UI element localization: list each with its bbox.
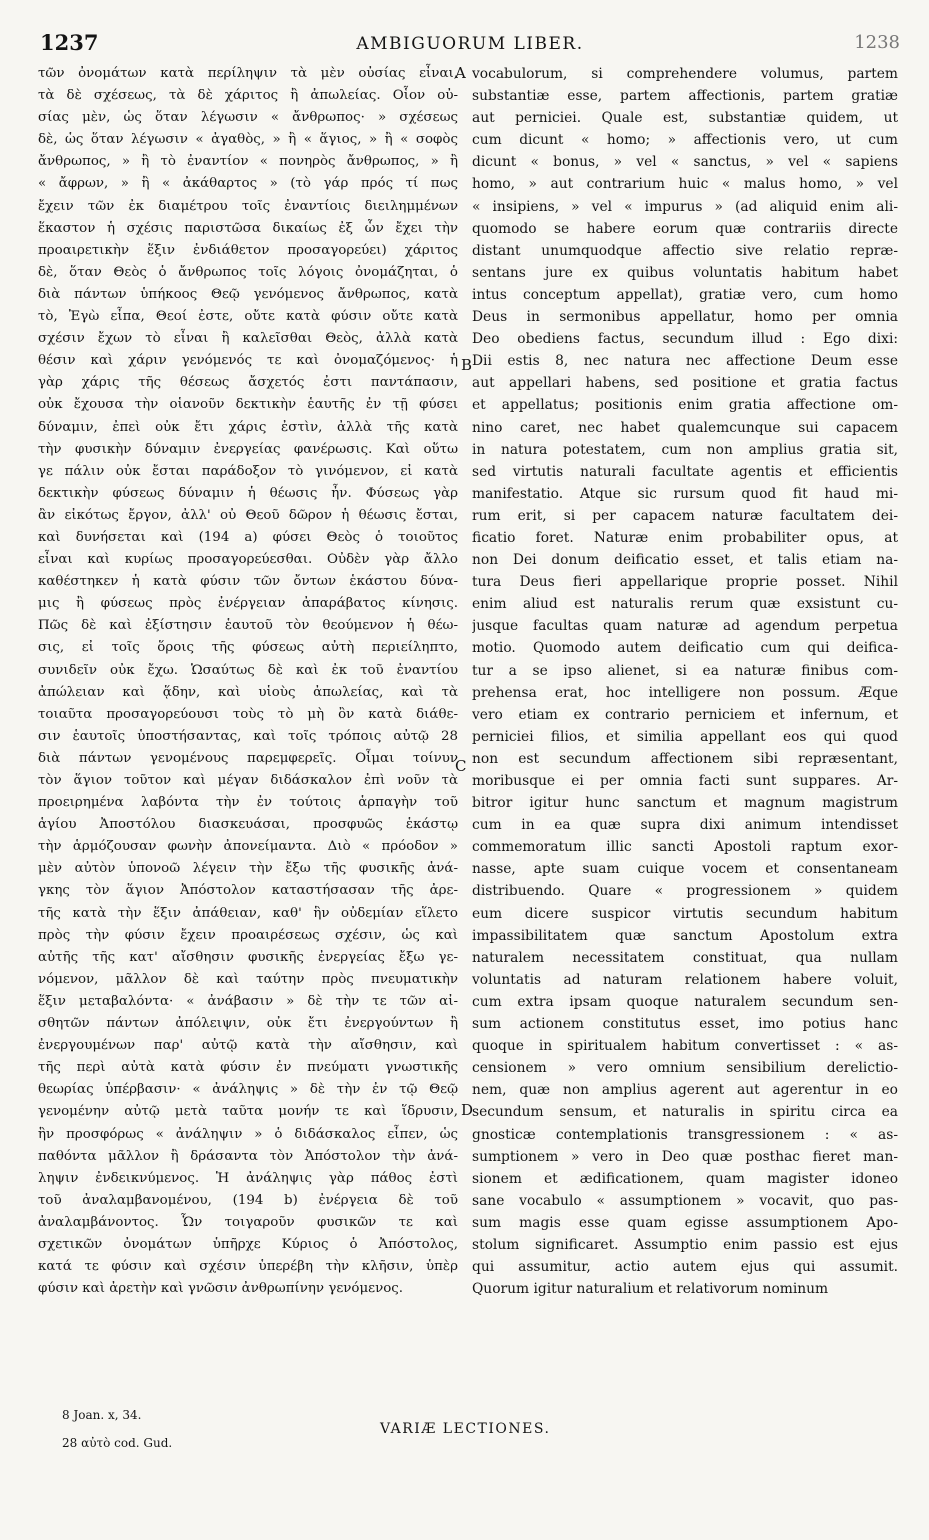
text-line: ληψιν ἐνδεικνύμενος. Ἡ ἀνάληψις γὰρ πάθος ἐστὶ [38, 1170, 458, 1186]
text-line: ἕκαστον ἡ σχέσις παριστῶσα δικαίως ἐξ ὧν ἔχει τὴν [38, 220, 458, 236]
text-line: γε πάλιν οὐκ ἔσται παράδοξον τὸ γινόμενον, εἰ κατὰ [38, 463, 458, 479]
text-line: sane vocabulo « assumptionem » vocavit, quo pas- [472, 1192, 898, 1209]
text-line: αὐτῆς τῆς κατ' αἴσθησιν φυσικῆς ἐνεργείας ἔξω γε- [38, 949, 458, 965]
text-line: τῆς περὶ αὐτὰ κατὰ φύσιν ἐν πνεύματι γνωστικῆς [38, 1060, 458, 1076]
running-title: AMBIGUORUM LIBER. [356, 34, 584, 54]
text-line: Deo obediens factus, secundum illud : Ego dixi: [472, 331, 898, 348]
text-line: ficatio foret. Naturæ enim probabiliter opus, at [472, 529, 898, 546]
text-line: σιν ἑαυτοῖς ὑποστήσαντας, καὶ τοῖς τρόποις αὐτῷ 28 [38, 728, 458, 744]
text-line: impassibilitatem quæ sanctum Apostolum extra [472, 927, 898, 944]
text-line: θέσιν καὶ χάριν γενόμενός τε καὶ ὀνομαζόμενος· ἡ [38, 353, 458, 369]
text-line: φύσιν καὶ ἀρετὴν καὶ γνῶσιν ἀνθρωπίνην γενόμενος. [38, 1281, 404, 1297]
text-line: διὰ πάντων ὑπήκοος Θεῷ γενόμενος ἄνθρωπος, κατὰ [38, 286, 458, 302]
text-line: gnosticæ contemplationis transgressionem : « as- [472, 1126, 898, 1143]
text-line: προαιρετικὴν ἕξιν ἐνδιάθετον προσαγορεύει) χάριτος [38, 242, 458, 258]
text-line: sum magis esse quam egisse assumptionem Apo- [472, 1214, 898, 1231]
text-line: cum extra ipsam quoque naturalem secundum sen- [472, 993, 898, 1010]
text-line: θεωρίας ὑπέρβασιν· « ἀνάληψις » δὲ τὴν ἐν τῷ Θεῷ [38, 1082, 458, 1098]
text-line: ἂν εἰκότως ἔργον, ἀλλ' οὐ Θεοῦ δῶρον ἡ θέωσις ἔσται, [38, 507, 458, 523]
text-line: δὲ, ὅταν Θεὸς ὁ ἄνθρωπος τοῖς λόγοις ὀνομάζηται, ὁ [38, 264, 458, 280]
text-line: Πῶς δὲ καὶ ἐξίστησιν ἑαυτοῦ τὸν θεούμενον ἡ θέω- [38, 618, 458, 634]
text-line: in natura potestatem, cum non amplius gratia sit, [472, 441, 898, 458]
text-line: dicunt « bonus, » vel « sanctus, » vel « sapiens [472, 154, 898, 171]
variae-lectiones-heading: VARIÆ LECTIONES. [380, 1421, 551, 1437]
text-line: non est secundum affectionem sibi repræsentant, [472, 750, 898, 767]
text-line: sed virtutis naturali facultate agentis et efficientis [472, 463, 898, 480]
text-line: τὸν ἅγιον τοῦτον καὶ μέγαν διδάσκαλον ἐπὶ νοῦν τὰ [38, 773, 458, 788]
text-line: σχέσιν ἔχων τὸ εἶναι ἢ καλεῖσθαι Θεὸς, ἀλλὰ κατὰ [38, 331, 458, 347]
text-line: δύναμιν, ἐπεὶ οὐκ ἔτι χάρις ἐστὶν, ἀλλὰ τῆς κατὰ [38, 419, 458, 435]
text-line: cum in ea quæ supra dixi animum intendisset [472, 817, 898, 834]
text-line: jusque facultas quam naturæ ad agendum perpetua [472, 618, 898, 635]
text-line: aut perniciei. Quale est, substantiæ quidem, ut [472, 110, 898, 127]
page-number-right: 1238 [854, 32, 900, 53]
text-line: συνιδεῖν οὐκ ἔχω. Ὡσαύτως δὲ καὶ ἐκ τοῦ ἐναντίου [38, 662, 458, 678]
text-line: perniciei filios, et similia appellant eos qui quod [472, 728, 898, 745]
text-line: sionem et ædificationem, quam magister idoneo [472, 1170, 898, 1187]
text-line: non Dei donum deificatio esset, et talis etiam na- [472, 552, 898, 569]
text-line: σχετικῶν ὀνομάτων ὑπῆρχε Κύριος ὁ Ἀπόστολος, [38, 1236, 458, 1252]
text-line: μις ἢ φύσεως πρὸς ἐνέργειαν ἀπαράβατος κίνησις. [38, 596, 458, 612]
text-line: τὴν φυσικὴν δύναμιν ἐνεργείας φανέρωσις. Καὶ οὕτω [38, 441, 458, 457]
text-line: « ἄφρων, » ἢ « ἀκάθαρτος » (τὸ γάρ πρός τί πως [38, 176, 458, 192]
text-line: οὐκ ἔχουσα τὴν οἱανοῦν δεκτικὴν ἑαυτῆς ἐν τῇ φύσει [38, 397, 458, 413]
text-line: τοιαῦτα προσαγορεύουσι τοὺς τὸ μὴ ὂν κατὰ διάθε- [38, 706, 458, 722]
text-line: voluntatis ad naturam relationem habere voluit, [472, 971, 898, 988]
margin-letter-b: B [461, 356, 473, 374]
text-line: prehensa erat, hoc intelligere non possum. Æque [472, 684, 898, 701]
text-line: τὴν ἁρμόζουσαν φωνὴν ἀπονείμαντα. Διὸ « πρόοδον » [38, 839, 458, 855]
text-line: τὸ, Ἐγὼ εἶπα, Θεοί ἐστε, οὔτε κατὰ φύσιν οὔτε κατὰ [38, 309, 458, 325]
margin-letter-c: C [455, 757, 467, 775]
text-line: rum erit, si per capacem naturæ facultatem dei- [472, 507, 898, 524]
text-line: homo, » aut contrarium huic « malus homo, » vel [472, 176, 898, 193]
text-line: Quorum igitur naturalium et relativorum nominum [472, 1281, 829, 1298]
text-line: ἀναλαμβάνοντος. Ὧν τοιγαροῦν φυσικῶν τε καὶ [38, 1214, 458, 1230]
text-line: παθόντα μᾶλλον ἢ δράσαντα τὸν Ἀπόστολον τὴν ἀνά- [38, 1148, 458, 1164]
text-line: καθέστηκεν ἡ κατὰ φύσιν τῶν ὄντων ἑκάστου δύνα- [38, 574, 458, 590]
text-line: πρὸς τὴν φύσιν ἔχειν προαιρέσεως σχέσιν, ὡς καὶ [38, 927, 458, 943]
text-line: σθητῶν πάντων ἀπόλειψιν, οὐκ ἔτι ἐνεργούντων ἢ [38, 1016, 458, 1032]
text-line: κατά τε φύσιν καὶ σχέσιν ὑπερέβη τὴν κλῆσιν, ὑπὲρ [38, 1259, 458, 1275]
text-line: ἐνεργουμένων παρ' αὐτῷ κατὰ τὴν αἴσθησιν, καὶ [38, 1038, 458, 1054]
text-line: sumptionem » vero in Deo quæ posthac fieret man- [472, 1148, 898, 1165]
text-line: τῶν ὀνομάτων κατὰ περίληψιν τὰ μὲν οὐσίας εἶναι, [38, 66, 458, 81]
text-line: quoque in spiritualem habitum convertisset : « as- [472, 1038, 898, 1055]
text-line: tur a se ipso alienet, si ea naturæ finibus com- [472, 662, 898, 679]
text-line: προειρημένα λαβόντα τὴν ἐν τούτοις ἁρπαγὴν τοῦ [38, 795, 458, 811]
text-line: commemoratum illic sancti Apostoli raptum exor- [472, 839, 898, 856]
text-line: vocabulorum, si comprehendere volumus, partem [472, 66, 898, 82]
text-line: ἀπώλειαν καὶ ᾅδην, καὶ υἱοὺς ἀπωλείας, καὶ τὰ [38, 684, 458, 700]
text-line: τὰ δὲ σχέσεως, τὰ δὲ χάριτος ἢ ἀπωλείας. Οἷον οὐ- [38, 88, 458, 104]
text-line: νόμενον, μᾶλλον δὲ καὶ ταύτην πρὸς πνευματικὴν [38, 971, 458, 987]
page-number-left: 1237 [40, 30, 99, 55]
text-line: qui assumitur, actio autem ejus qui assumit. [472, 1259, 898, 1276]
text-line: ἔχειν τῶν ἐκ διαμέτρου τοῖς ἐναντίοις διειλημμένων [38, 198, 458, 214]
text-line: ἄνθρωπος, » ἢ τὸ ἐναντίον « πονηρὸς ἄνθρωπος, » ἢ [38, 154, 458, 170]
text-line: censionem » vero omnium sensibilium derelictio- [472, 1060, 898, 1077]
text-line: sum actionem constitutus esset, imo potius hanc [472, 1016, 898, 1033]
text-line: aut appellari habens, sed positione et gratia factus [472, 375, 898, 392]
text-line: δεκτικὴν φύσεως δύναμιν ἡ θέωσις ἦν. Φύσεως γὰρ [38, 485, 458, 501]
text-line: τοῦ ἀναλαμβανομένου, (194 b) ἐνέργεια δὲ τοῦ [38, 1192, 458, 1208]
text-line: σίας μὲν, ὡς ὅταν λέγωσιν « ἄνθρωπος· » σχέσεως [38, 110, 458, 126]
text-line: substantiæ esse, partem affectionis, partem gratiæ [472, 88, 898, 105]
text-line: et appellatus; positionis enim gratia affectione om- [472, 397, 898, 414]
text-line: σις, εἰ τοῖς ὅροις τῆς φύσεως αὐτὴ περιείληπτο, [38, 640, 458, 656]
margin-letter-d: D [461, 1101, 474, 1119]
text-line: naturalem necessitatem constituat, qua nullam [472, 949, 898, 966]
text-line: motio. Quomodo autem deificatio cum qui deifica- [472, 640, 898, 657]
text-line: distant unumquodque affectio sive relatio repræ- [472, 242, 898, 259]
text-line: διὰ πάντων γενομένους παρεμφερεῖς. Οἶμαι τοίνυν [38, 750, 458, 766]
text-line: Dii estis 8, nec natura nec affectione Deum esse [472, 353, 898, 370]
text-line: ἣν προσφόρως « ἀνάληψιν » ὁ διδάσκαλος εἶπεν, ὡς [38, 1126, 458, 1142]
footnote-1: 8 Joan. x, 34. [62, 1408, 142, 1422]
text-line: γὰρ χάρις τῆς θέσεως ἄσχετός ἐστι παντάπασιν, [38, 375, 458, 391]
text-line: bitror igitur hunc sanctum et magnum magistrum [472, 795, 898, 812]
text-line: stolum significaret. Assumptio enim passio est ejus [472, 1236, 898, 1253]
text-line: « insipiens, » vel « impurus » (ad aliquid enim ali- [472, 198, 898, 215]
text-line: eum dicere suspicor virtutis secundum habitum [472, 905, 898, 922]
text-line: nino caret, nec habet qualemcunque sui capacem [472, 419, 898, 436]
footnote-2: 28 αὐτὸ cod. Gud. [62, 1436, 173, 1450]
text-line: enim aliud est naturalis rerum quæ exsistunt cu- [472, 596, 898, 613]
greek-column [38, 63, 458, 1300]
text-line: μὲν αὐτὸν ὑπονοῶ λέγειν τὴν ἔξω τῆς φυσικῆς ἀνά- [38, 861, 458, 877]
text-line: manifestatio. Atque sic rursum quod fit haud mi- [472, 485, 898, 502]
margin-letter-a: A [455, 64, 466, 82]
text-line: cum dicunt « homo; » affectionis vero, ut cum [472, 132, 898, 149]
text-line: ἁγίου Ἀποστόλου διασκευάσαι, προσφυῶς ἑκάστῳ [38, 817, 458, 833]
text-line: ἕξιν μεταβαλόντα· « ἀνάβασιν » δὲ τὴν τε τῶν αἰ- [38, 993, 458, 1009]
text-line: γκης τὸν ἅγιον Ἀπόστολον καταστήσασαν τῆς ἀρε- [38, 883, 458, 899]
text-line: moribusque ei per omnia facti sunt suppares. Ar- [472, 773, 898, 789]
text-line: quomodo se habere eorum quæ contrariis directe [472, 220, 898, 237]
text-line: vero etiam ex contrario perniciem et infernum, et [472, 706, 898, 723]
text-line: nem, quæ non amplius agerent aut agerentur in eo [472, 1082, 898, 1099]
text-line: tura Deus fieri appellarique proprie posset. Nihil [472, 574, 898, 591]
latin-column [472, 63, 898, 1300]
text-line: Deus in sermonibus appellatur, homo per omnia [472, 309, 898, 326]
text-line: distribuendo. Quare « progressionem » quidem [472, 883, 898, 900]
text-line: εἶναι καὶ κυρίως προσαγορεύεσθαι. Οὐδὲν γὰρ ἄλλο [38, 552, 458, 568]
text-line: nasse, apte suam cuique vocem et consentaneam [472, 861, 898, 878]
text-line: καὶ δυνήσεται καὶ (194 a) φύσει Θεὸς ὁ τοιοῦτος [38, 529, 458, 545]
text-line: sentans jure ex quibus voluntatis habitum habet [472, 264, 898, 281]
text-line: δὲ, ὡς ὅταν λέγωσιν « ἀγαθὸς, » ἢ « ἅγιος, » ἢ « σοφὸς [38, 132, 458, 148]
page-header [40, 30, 900, 60]
text-line: γενομένην αὐτῷ μετὰ ταῦτα μονήν τε καὶ ἵδρυσιν, [38, 1104, 458, 1120]
text-line: τῆς κατὰ τὴν ἕξιν ἀπάθειαν, καθ' ἣν οὐδεμίαν εἵλετο [38, 905, 458, 921]
text-line: secundum sensum, et naturalis in spiritu circa ea [472, 1104, 898, 1121]
text-line: intus conceptum appellat), gratiæ vero, cum homo [472, 286, 898, 303]
